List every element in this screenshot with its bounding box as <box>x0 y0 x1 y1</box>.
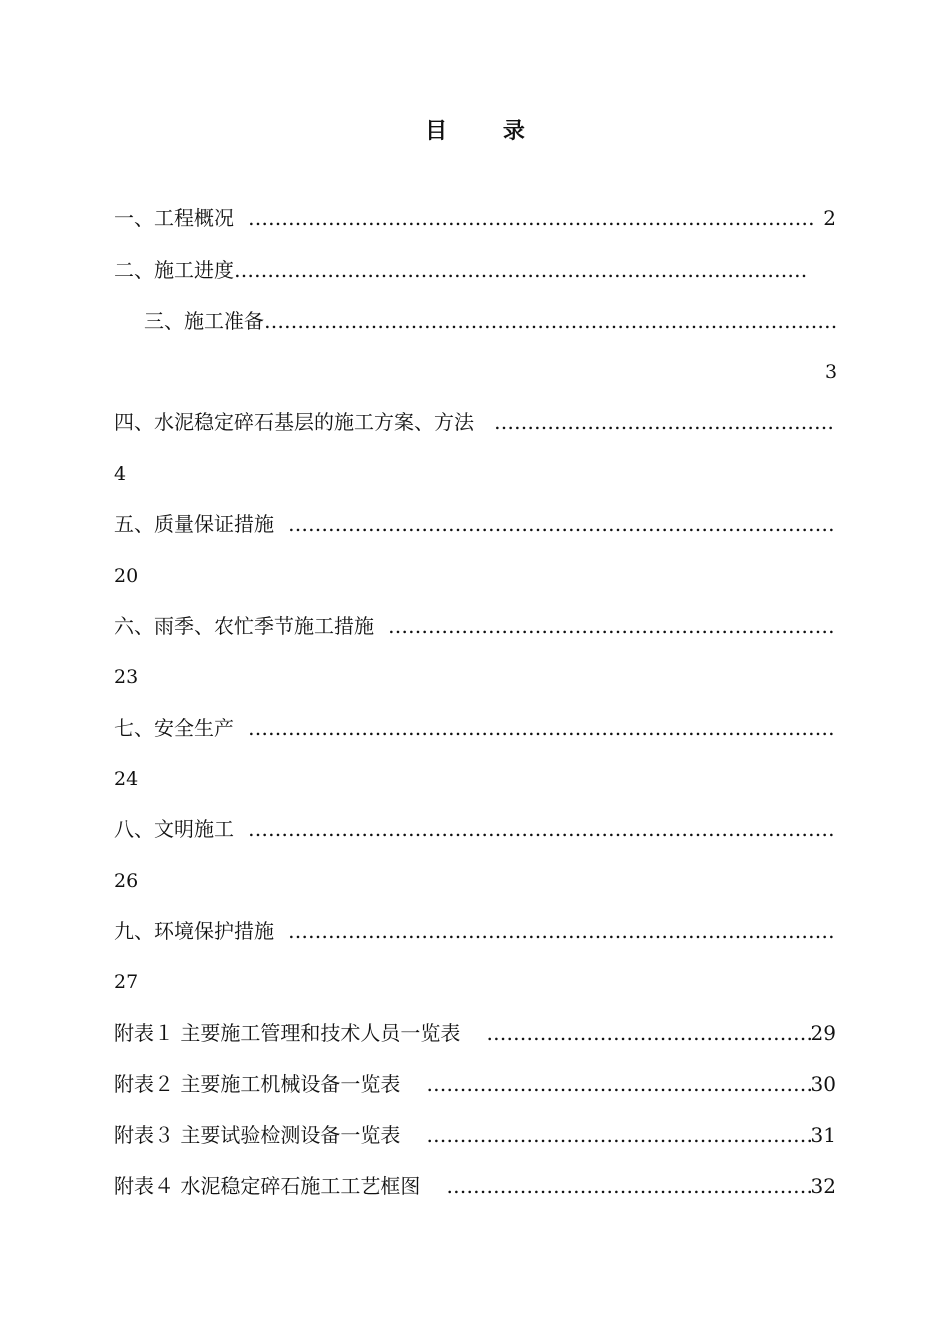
toc-entry-page: 4 <box>114 463 127 485</box>
appendix-entry-page: 31 <box>810 1123 836 1147</box>
toc-leader-dots <box>288 510 836 538</box>
toc-entry-page: 24 <box>114 768 139 790</box>
appendix-entry-page: 29 <box>810 1021 836 1045</box>
toc-leader-dots <box>446 1172 810 1200</box>
toc-leader-dots <box>426 1121 810 1149</box>
toc-entry-label: 六、雨季、农忙季节施工措施 <box>114 614 374 638</box>
toc-entry-label: 一、工程概况 <box>114 206 234 230</box>
toc-entry-label: 二、施工进度 <box>114 258 234 282</box>
appendix-entry-page: 32 <box>810 1174 836 1198</box>
toc-entry-label: 七、安全生产 <box>114 716 234 740</box>
toc-entry-label: 五、质量保证措施 <box>114 512 274 536</box>
toc-entry-label: 九、环境保护措施 <box>114 919 274 943</box>
toc-leader-dots <box>248 815 836 843</box>
toc-entry[interactable] <box>114 256 806 284</box>
toc-entry-page: 3 <box>825 361 838 383</box>
toc-leader-dots <box>264 307 836 335</box>
toc-leader-dots <box>426 1070 810 1098</box>
toc-leader-dots <box>234 256 806 284</box>
appendix-entry[interactable] <box>114 1019 836 1047</box>
toc-entry-page: 23 <box>114 666 139 688</box>
toc-leader-dots <box>486 1019 810 1047</box>
toc-entry[interactable] <box>114 714 836 742</box>
toc-entry[interactable] <box>114 612 836 640</box>
toc-entry-label: 四、水泥稳定碎石基层的施工方案、方法 <box>114 410 474 434</box>
toc-leader-dots <box>248 714 836 742</box>
toc-entry[interactable] <box>114 408 836 436</box>
appendix-entry-page: 30 <box>810 1072 836 1096</box>
toc-entry-label: 三、施工准备 <box>144 309 264 333</box>
appendix-entry[interactable] <box>114 1172 836 1200</box>
toc-leader-dots <box>288 917 836 945</box>
toc-entry-page: 2 <box>823 206 836 230</box>
toc-entry[interactable] <box>114 917 836 945</box>
appendix-entry-label: 附表４ 水泥稳定碎石施工工艺框图 <box>114 1174 421 1198</box>
toc-leader-dots <box>388 612 836 640</box>
appendix-entry-label: 附表１ 主要施工管理和技术人员一览表 <box>114 1021 461 1045</box>
toc-entry-label: 八、文明施工 <box>114 817 234 841</box>
appendix-entry[interactable] <box>114 1121 836 1149</box>
appendix-entry-label: 附表３ 主要试验检测设备一览表 <box>114 1123 401 1147</box>
toc-leader-dots <box>494 408 836 436</box>
appendix-entry[interactable] <box>114 1070 836 1098</box>
toc-entry[interactable] <box>114 815 836 843</box>
toc-title: 目 录 <box>425 118 549 144</box>
toc-entry[interactable] <box>114 510 836 538</box>
toc-entry-page: 26 <box>114 870 139 892</box>
toc-entry-page: 27 <box>114 971 139 993</box>
toc-entry[interactable] <box>144 307 836 335</box>
appendix-entry-label: 附表２ 主要施工机械设备一览表 <box>114 1072 401 1096</box>
toc-entry-page: 20 <box>114 565 139 587</box>
toc-leader-dots <box>248 204 813 232</box>
toc-entry[interactable] <box>114 204 836 232</box>
